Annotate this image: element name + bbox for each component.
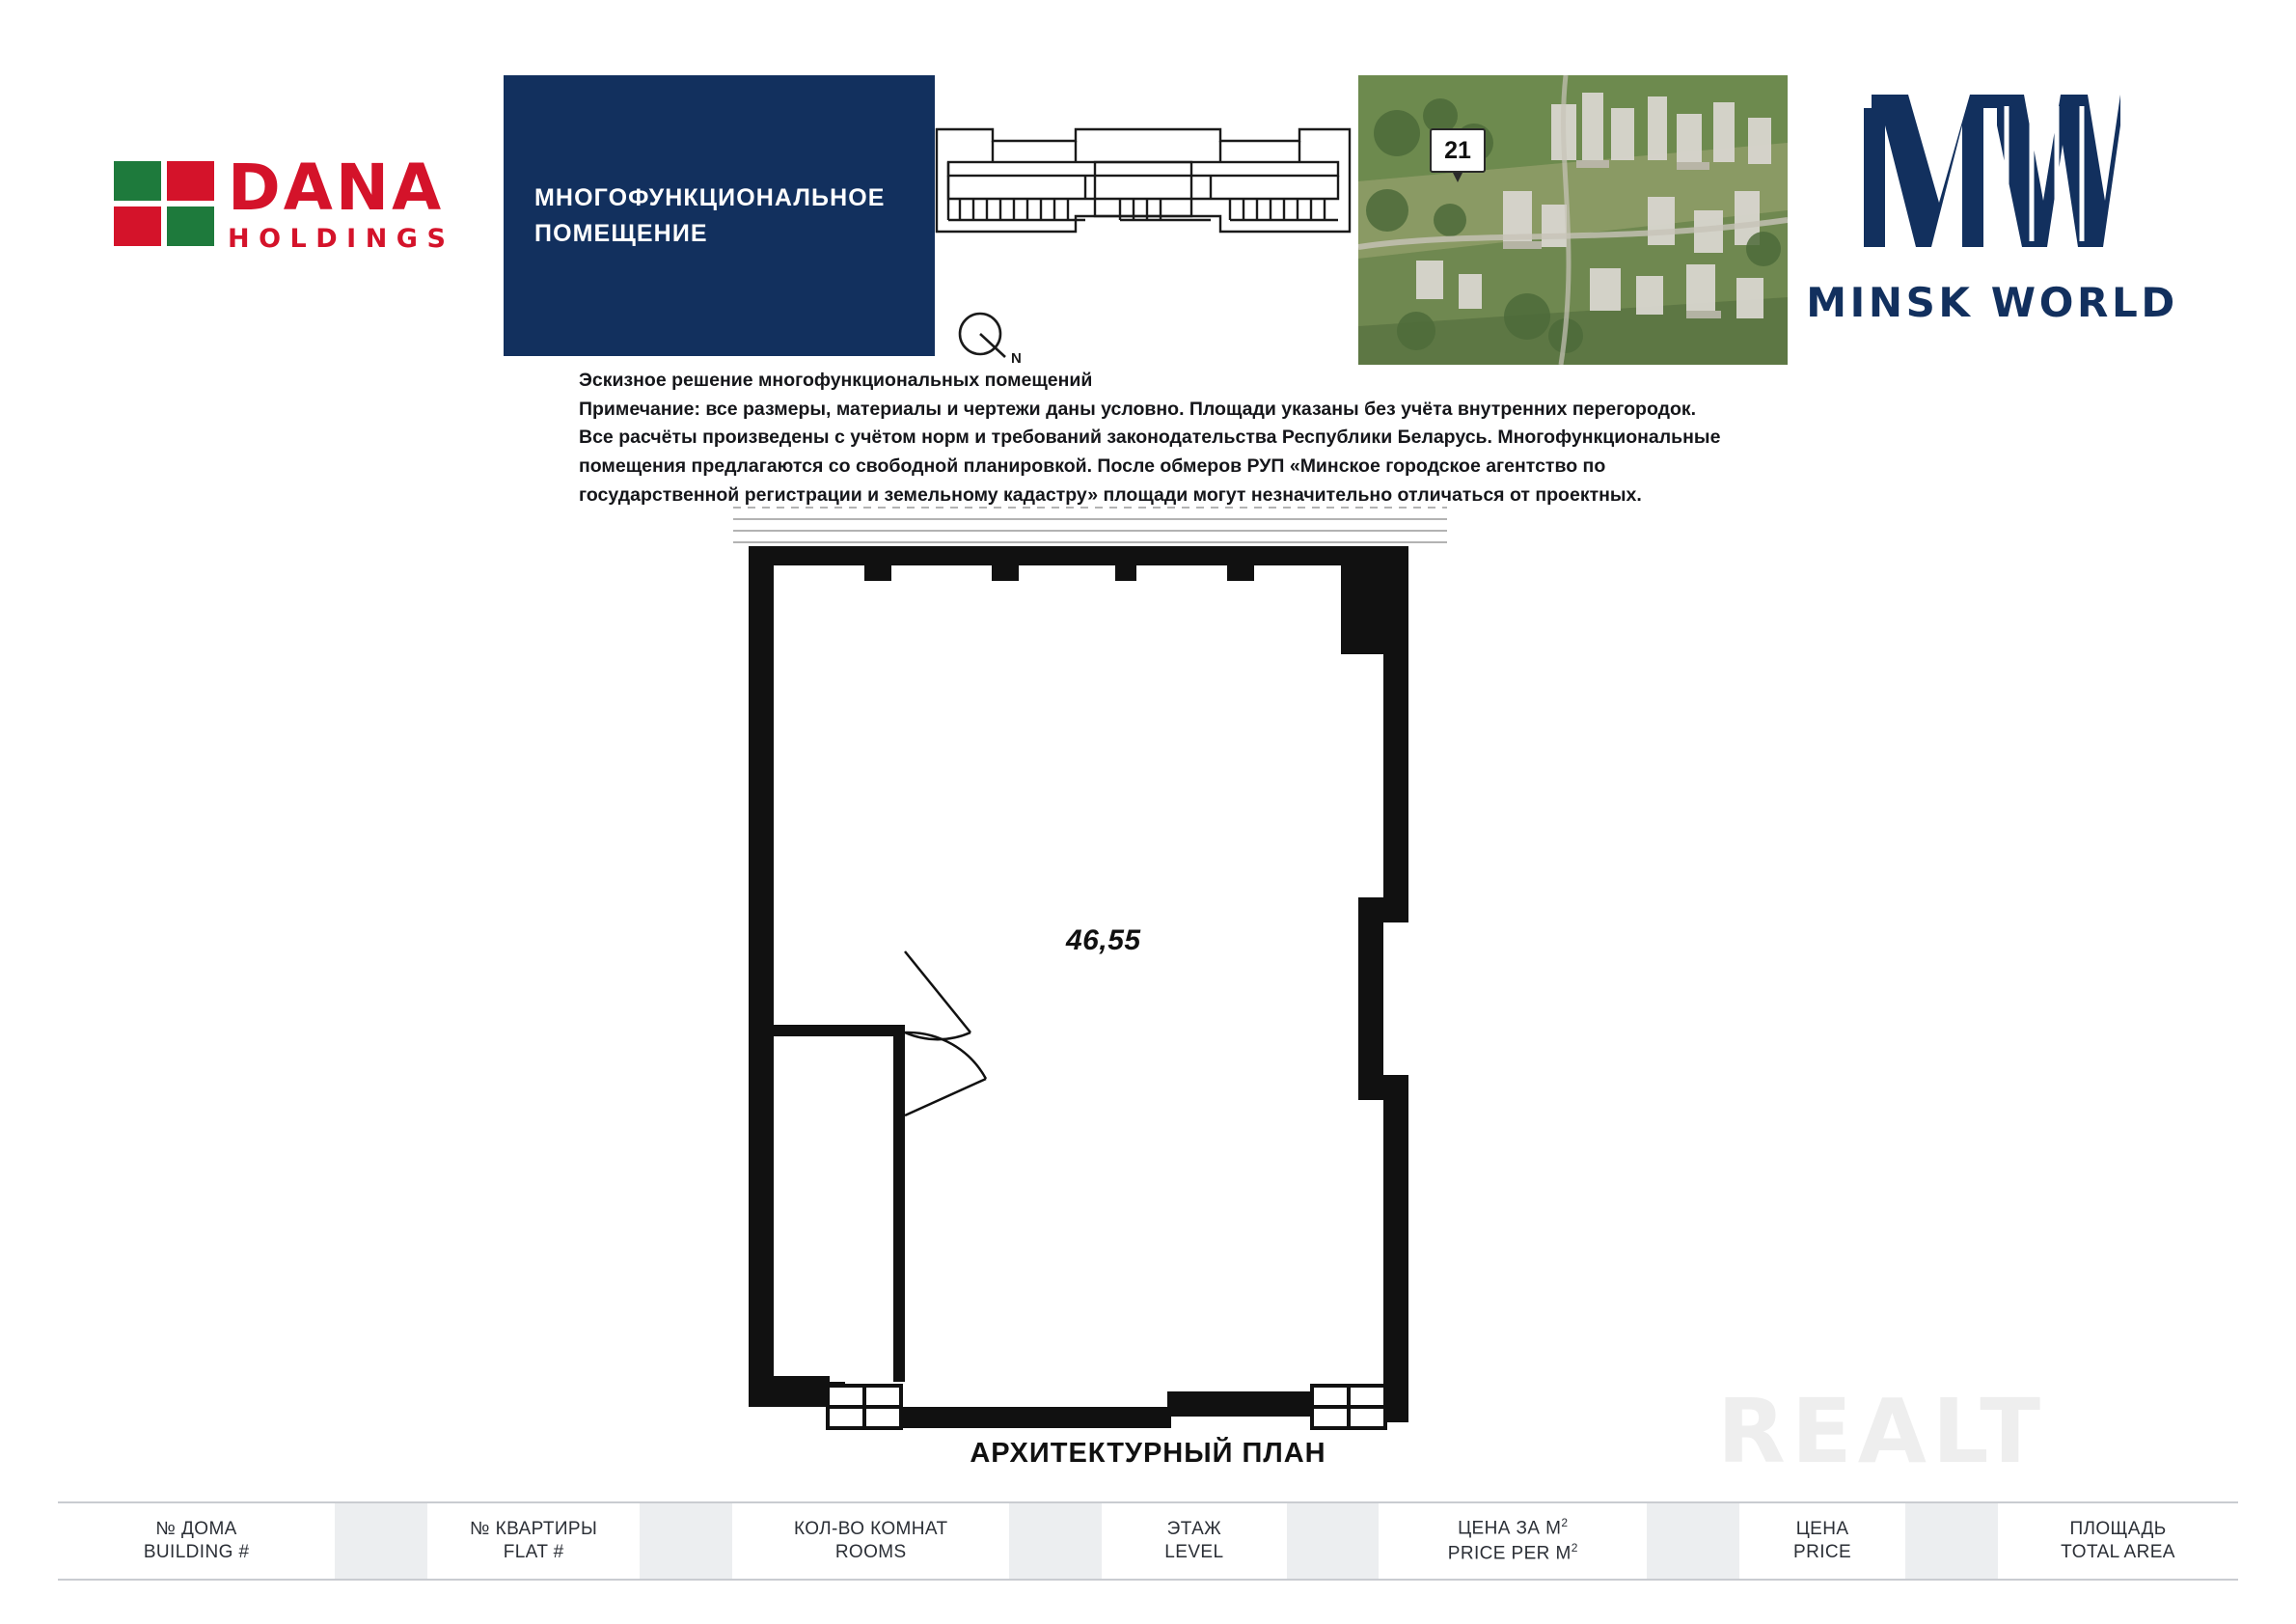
architectural-floor-plan bbox=[733, 492, 1582, 1447]
footer-col-rooms bbox=[732, 1503, 1009, 1579]
footer-col-level bbox=[1102, 1503, 1287, 1579]
disclaimer-notes bbox=[579, 367, 1736, 509]
footer-value-rooms[interactable] bbox=[1009, 1503, 1102, 1579]
room-area-value: 46,55 bbox=[1066, 924, 1141, 956]
building-floor-plan-icon bbox=[931, 124, 1355, 249]
title-line-1: МНОГОФУНКЦИОНАЛЬНОЕ bbox=[534, 184, 886, 212]
footer-label-ru: № КВАРТИРЫ bbox=[470, 1518, 598, 1539]
mw-monogram-icon bbox=[1862, 87, 2122, 265]
footer-col-price bbox=[1739, 1503, 1905, 1579]
minsk-world-wordmark: MINSK WORLD bbox=[1806, 279, 2178, 326]
footer-label-ru: ПЛОЩАДЬ bbox=[2069, 1518, 2167, 1539]
footer-value-price[interactable] bbox=[1905, 1503, 1998, 1579]
footer-col-price-per-m2 bbox=[1379, 1503, 1647, 1579]
footer-value-flat[interactable] bbox=[640, 1503, 732, 1579]
footer-value-building[interactable] bbox=[335, 1503, 427, 1579]
note-line-4: помещения предлагаются со свободной планировкой. После обмеров РУП «Минское городское агентство по bbox=[579, 454, 1606, 477]
footer-label-ru: ЦЕНА bbox=[1795, 1518, 1849, 1539]
aerial-render-photo bbox=[1358, 75, 1788, 365]
footer-label-ru: КОЛ-ВО КОМНАТ bbox=[793, 1518, 948, 1539]
footer-col-total-area bbox=[1998, 1503, 2238, 1579]
dana-squares-icon bbox=[114, 161, 214, 246]
footer-value-price-per-m2[interactable] bbox=[1647, 1503, 1739, 1579]
dana-subtitle: HOLDINGS bbox=[228, 223, 455, 254]
footer-label-en: BUILDING # bbox=[143, 1542, 250, 1562]
svg-text:N: N bbox=[1011, 350, 1022, 367]
footer-value-level[interactable] bbox=[1287, 1503, 1380, 1579]
minsk-world-logo bbox=[1804, 87, 2180, 347]
dana-wordmark bbox=[228, 150, 455, 254]
footer-col-building bbox=[58, 1503, 335, 1579]
footer-label-en: PRICE bbox=[1793, 1542, 1852, 1562]
note-line-5: государственной регистрации и земельному кадастру» площади могут незначительно отличаться от проектных. bbox=[579, 483, 1642, 506]
footer-label-en: FLAT # bbox=[503, 1542, 564, 1562]
footer-col-flat bbox=[427, 1503, 640, 1579]
footer-label-en: ROOMS bbox=[834, 1542, 907, 1562]
footer-label-ru: ЭТАЖ bbox=[1166, 1518, 1222, 1539]
compass-north-icon bbox=[955, 309, 1032, 367]
footer-label-en: TOTAL AREA bbox=[2061, 1542, 2175, 1562]
note-line-2: Примечание: все размеры, материалы и чертежи даны условно. Площади указаны без учёта внутренних перегородок. bbox=[579, 398, 1697, 420]
plan-caption: АРХИТЕКТУРНЫЙ ПЛАН bbox=[970, 1438, 1326, 1469]
dana-name: DANA bbox=[228, 150, 445, 225]
footer-label-en: PRICE PER $M^2$ bbox=[1447, 1541, 1578, 1564]
dana-holdings-logo bbox=[114, 151, 500, 257]
note-line-3: Все расчёты произведены с учётом норм и требований законодательства Республики Беларусь. Многофункциональные bbox=[579, 427, 1721, 449]
title-line-2: ПОМЕЩЕНИЕ bbox=[534, 219, 708, 247]
note-line-1: Эскизное решение многофункциональных помещений bbox=[579, 370, 1093, 391]
building-number-badge: 21 bbox=[1430, 128, 1486, 173]
specs-footer-table bbox=[58, 1501, 2238, 1581]
footer-label-ru: № ДОМА bbox=[155, 1518, 237, 1539]
document-title-box bbox=[504, 75, 935, 356]
footer-label-ru: ЦЕНА ЗА $М^2$ bbox=[1458, 1516, 1569, 1539]
footer-label-en: LEVEL bbox=[1164, 1542, 1224, 1562]
page-header bbox=[0, 37, 2296, 367]
realt-watermark: REALT bbox=[1717, 1380, 2047, 1483]
